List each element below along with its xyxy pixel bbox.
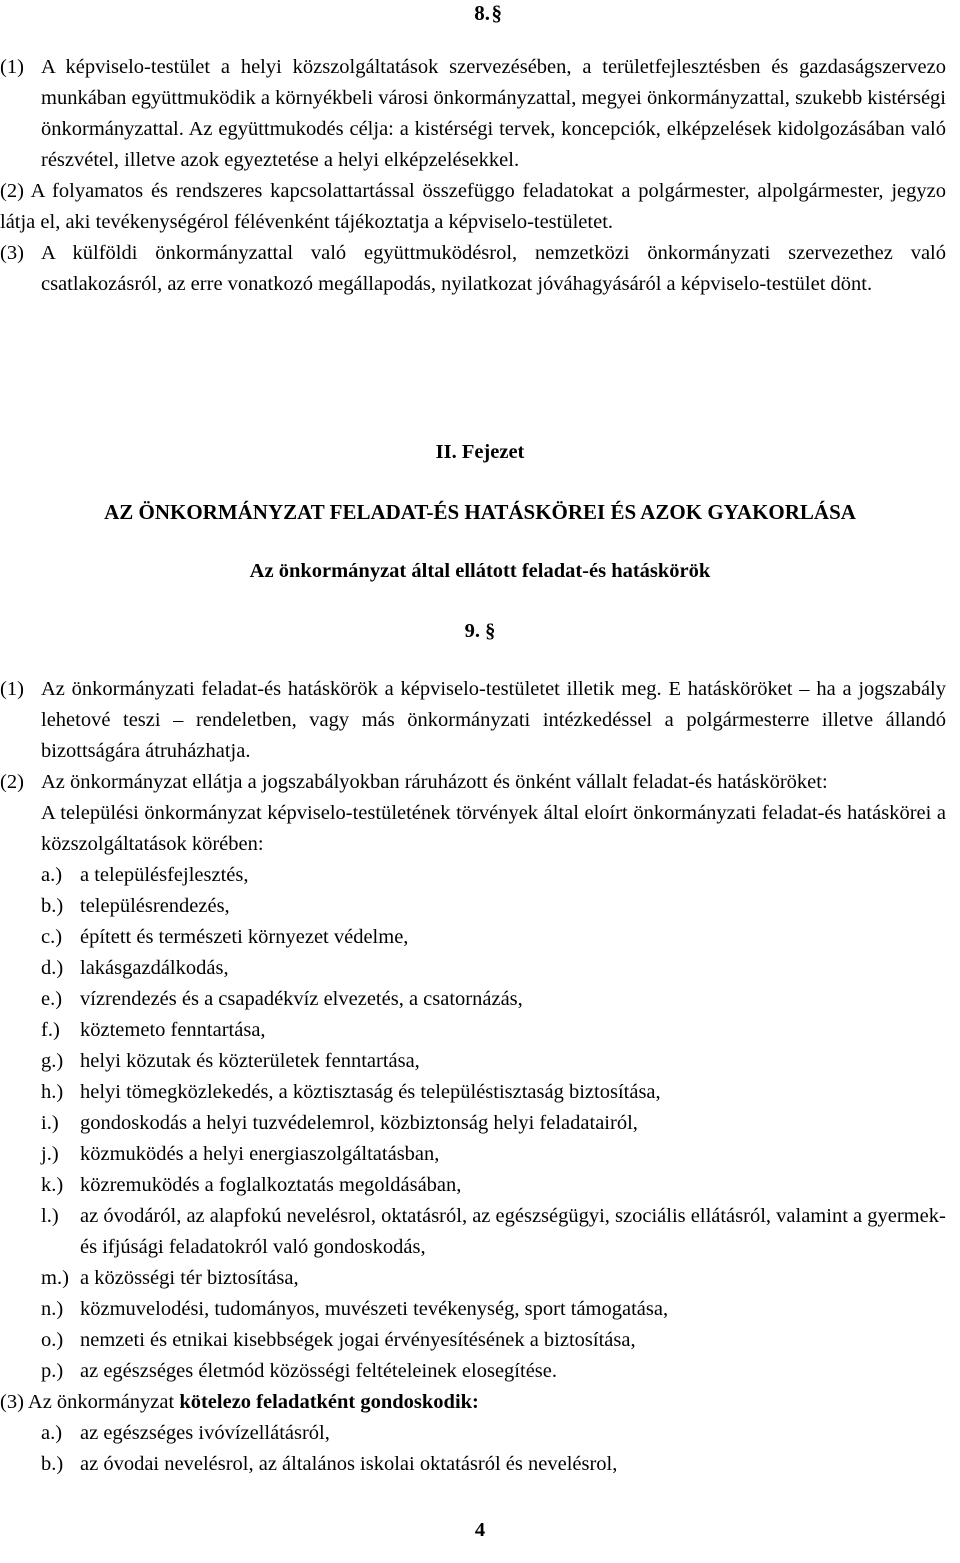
list-item-label: a.)	[41, 864, 63, 886]
list-item-text: köztemeto fenntartása,	[80, 1019, 266, 1041]
list-item-text: nemzeti és etnikai kisebbségek jogai érvényesítésének a biztosítása,	[80, 1329, 636, 1351]
list-item-text: az óvodáról, az alapfokú nevelésrol, oktatásról, az egészségügyi, szociális ellátásról, valamint a gyermek-és ifjúsági feladatokról való gondoskodás,	[80, 1205, 946, 1258]
paragraph-lead: (3) Az önkormányzat	[0, 1391, 175, 1413]
list-item	[0, 1449, 946, 1480]
list-item-label: b.)	[41, 895, 64, 917]
section-number: 9.	[464, 620, 480, 642]
list-item-label: f.)	[41, 1019, 60, 1041]
list-item	[0, 1170, 946, 1201]
list-item-text: az egészséges ivóvízellátásról,	[80, 1422, 330, 1444]
section-symbol: §	[491, 1, 502, 25]
list-item-text: a közösségi tér biztosítása,	[80, 1267, 299, 1289]
list-item-label: i.)	[41, 1112, 59, 1134]
paragraph-bold: kötelezo feladatként gondoskodik:	[179, 1391, 479, 1413]
chapter-title: AZ ÖNKORMÁNYZAT FELADAT-ÉS HATÁSKÖREI ÉS AZOK GYAKORLÁSA	[104, 500, 856, 524]
list-item-label: p.)	[41, 1360, 64, 1382]
section-9-heading	[0, 616, 960, 647]
list-item-label: m.)	[41, 1267, 69, 1289]
list-item-label: n.)	[41, 1298, 64, 1320]
section-8-body	[0, 52, 946, 300]
list-item-text: a településfejlesztés,	[80, 864, 249, 886]
list-item-label: b.)	[41, 1453, 64, 1475]
list-item-label: o.)	[41, 1329, 64, 1351]
page-number: 4	[474, 1519, 486, 1541]
list-item-label: a.)	[41, 1422, 63, 1444]
list-item	[0, 1263, 946, 1294]
chapter-number: II. Fejezet	[435, 441, 525, 463]
duties-list	[0, 860, 946, 1387]
list-item	[0, 1015, 946, 1046]
paragraph-2	[0, 176, 946, 238]
section-number: 8.	[474, 1, 490, 25]
list-item	[0, 922, 946, 953]
section-symbol: §	[485, 620, 496, 642]
paragraph-text: Az önkormányzat ellátja a jogszabályokban ráruházott és önként vállalt feladat-és hatásköröket:	[41, 771, 828, 793]
list-item	[0, 1294, 946, 1325]
list-item	[0, 1418, 946, 1449]
paragraph-3	[0, 1387, 946, 1418]
list-item-text: épített és természeti környezet védelme,	[80, 926, 409, 948]
paragraph-3	[0, 238, 946, 300]
list-item-label: l.)	[41, 1205, 59, 1227]
list-item-text: az óvodai nevelésrol, az általános iskolai oktatásról és nevelésrol,	[80, 1453, 618, 1475]
paragraph-label: (3)	[0, 242, 24, 264]
chapter-subtitle: Az önkormányzat által ellátott feladat-és hatáskörök	[249, 560, 711, 582]
list-item-text: vízrendezés és a csapadékvíz elvezetés, a csatornázás,	[80, 988, 523, 1010]
paragraph-text: (2) A folyamatos és rendszeres kapcsolattartással összefüggo feladatokat a polgármester, alpolgármester, jegyzo látja el, aki tevékenységérol félévenként tájékoztatja a képviselo-testületet.	[0, 180, 946, 233]
paragraph-1	[0, 674, 946, 767]
list-item-text: gondoskodás a helyi tuzvédelemrol, közbiztonság helyi feladatairól,	[80, 1112, 638, 1134]
paragraph-1	[0, 52, 946, 176]
paragraph-text: A külföldi önkormányzattal való együttmuködésrol, nemzetközi önkormányzati szervezethez való csatlakozásról, az erre vonatkozó megállapodás, nyilatkozat jóváhagyásáról a képviselo-testület dönt.	[41, 242, 946, 295]
list-item	[0, 1325, 946, 1356]
mandatory-duties-list	[0, 1418, 946, 1480]
list-item	[0, 891, 946, 922]
list-item-text: közmuvelodési, tudományos, muvészeti tevékenység, sport támogatása,	[80, 1298, 669, 1320]
list-item	[0, 1201, 946, 1263]
list-item-text: az egészséges életmód közösségi feltételeinek elosegítése.	[80, 1360, 557, 1382]
list-item-label: h.)	[41, 1081, 64, 1103]
paragraph-text: A képviselo-testület a helyi közszolgáltatások szervezésében, a területfejlesztésben és gazdaságszervezo munkában együttmuködik a környékbeli városi önkormányzattal, megyei önkormányzattal, szukebb kistérségi önkormányzattal. Az együttmukodés célja: a kistérségi tervek, koncepciók, elképzelések kidolgozásában való részvétel, illetve azok egyeztetése a helyi elképzelésekkel.	[41, 56, 946, 171]
list-item-text: közremuködés a foglalkoztatás megoldásában,	[80, 1174, 462, 1196]
list-item-label: g.)	[41, 1050, 64, 1072]
list-item	[0, 860, 946, 891]
list-item-text: településrendezés,	[80, 895, 230, 917]
list-item-label: e.)	[41, 988, 63, 1010]
list-item-text: lakásgazdálkodás,	[80, 957, 229, 979]
list-item-text: helyi közutak és közterületek fenntartása,	[80, 1050, 420, 1072]
list-item-text: helyi tömegközlekedés, a köztisztaság és településtisztaság biztosítása,	[80, 1081, 661, 1103]
list-item	[0, 953, 946, 984]
list-item	[0, 1108, 946, 1139]
list-item-label: d.)	[41, 957, 64, 979]
paragraph-2-intro: A települési önkormányzat képviselo-testületének törvények által eloírt önkormányzati feladat-és hatáskörei a közszolgáltatások körében:	[41, 802, 946, 855]
paragraph-text: Az önkormányzati feladat-és hatáskörök a képviselo-testületet illetik meg. E hatásköröket – ha a jogszabály lehetové teszi – rendeletben, vagy más önkormányzati intézkedéssel a polgármesterre illetve állandó bizottságára átruházhatja.	[41, 678, 946, 762]
paragraph-label: (1)	[0, 678, 24, 700]
list-item-label: c.)	[41, 926, 63, 948]
paragraph-2	[0, 767, 946, 798]
paragraph-label: (2)	[0, 771, 24, 793]
list-item	[0, 984, 946, 1015]
list-item	[0, 1077, 946, 1108]
list-item-label: k.)	[41, 1174, 64, 1196]
list-item-label: j.)	[41, 1143, 59, 1165]
list-item	[0, 1139, 946, 1170]
list-item	[0, 1046, 946, 1077]
list-item-text: közmuködés a helyi energiaszolgáltatásban,	[80, 1143, 440, 1165]
paragraph-label: (1)	[0, 56, 24, 78]
section-9-body	[0, 674, 946, 1480]
list-item	[0, 1356, 946, 1387]
